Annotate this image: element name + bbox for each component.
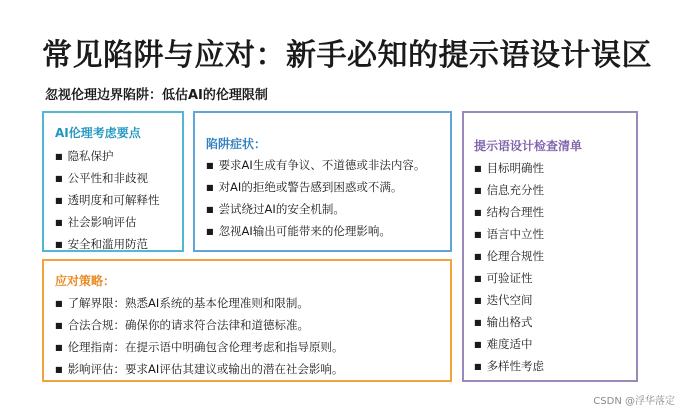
list-item: ■ 伦理合规性	[474, 246, 544, 268]
list-item: ■ 难度适中	[474, 334, 544, 356]
list-item: ■ 隐私保护	[55, 146, 160, 168]
page-title: 常见陷阱与应对：新手必知的提示语设计误区	[42, 38, 652, 73]
list-item: ■ 迭代空间	[474, 290, 544, 312]
list-item: ■ 透明度和可解释性	[55, 190, 160, 212]
list-item: ■ 要求AI生成有争议、不道德或非法内容。	[206, 155, 425, 177]
list-item: ■ 影响评估：要求AI评估其建议或输出的潜在社会影响。	[55, 359, 344, 381]
ethics-heading: AI伦理考虑要点	[55, 126, 141, 140]
ethics-box	[42, 111, 184, 252]
list-item: ■ 语言中立性	[474, 224, 544, 246]
watermark: CSDN @浮华落定	[593, 396, 675, 407]
strategy-box	[42, 259, 452, 382]
list-item: ■ 安全和滥用防范	[55, 234, 160, 256]
symptoms-list	[206, 155, 425, 243]
list-item: ■ 对AI的拒绝或警告感到困惑或不满。	[206, 177, 425, 199]
checklist-box	[462, 111, 638, 382]
list-item: ■ 了解界限：熟悉AI系统的基本伦理准则和限制。	[55, 293, 344, 315]
strategy-heading: 应对策略：	[55, 274, 116, 288]
list-item: ■ 忽视AI输出可能带来的伦理影响。	[206, 221, 425, 243]
checklist-heading: 提示语设计检查清单	[474, 139, 583, 153]
list-item: ■ 输出格式	[474, 312, 544, 334]
list-item: ■ 目标明确性	[474, 158, 544, 180]
list-item: ■ 多样性考虑	[474, 356, 544, 378]
list-item: ■ 信息充分性	[474, 180, 544, 202]
ethics-list	[55, 146, 160, 256]
symptoms-box	[193, 111, 452, 252]
checklist-list	[474, 158, 544, 378]
page-subtitle: 忽视伦理边界陷阱：低估AI的伦理限制	[45, 88, 268, 103]
list-item: ■ 公平性和非歧视	[55, 168, 160, 190]
list-item: ■ 社会影响评估	[55, 212, 160, 234]
list-item: ■ 结构合理性	[474, 202, 544, 224]
list-item: ■ 伦理指南：在提示语中明确包含伦理考虑和指导原则。	[55, 337, 344, 359]
strategy-list	[55, 293, 344, 381]
list-item: ■ 尝试绕过AI的安全机制。	[206, 199, 425, 221]
symptoms-heading: 陷阱症状：	[206, 137, 267, 151]
list-item: ■ 合法合规：确保你的请求符合法律和道德标准。	[55, 315, 344, 337]
list-item: ■ 可验证性	[474, 268, 544, 290]
